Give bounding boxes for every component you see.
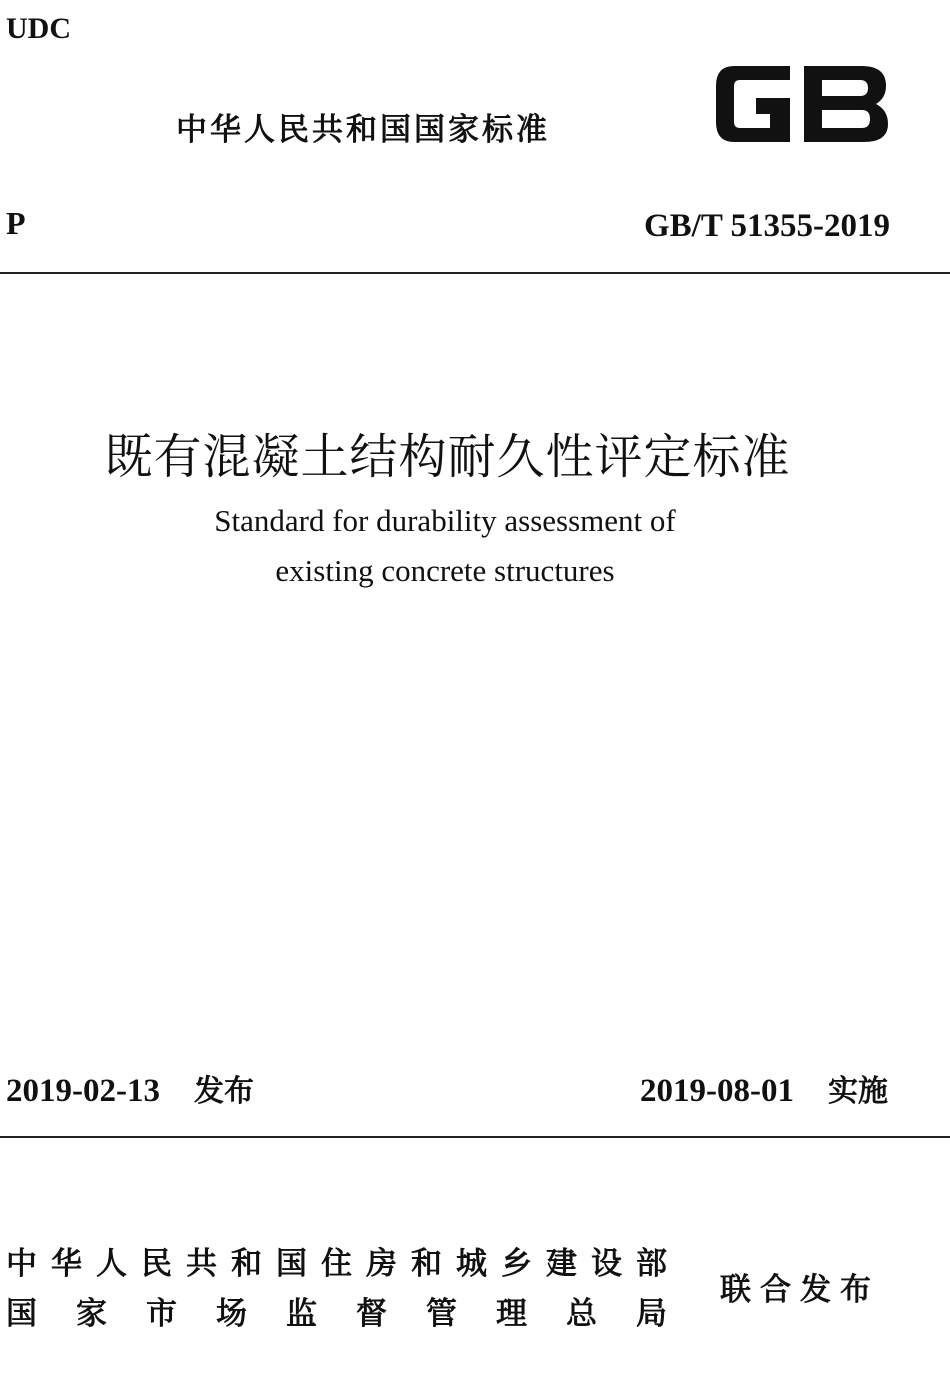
issuer-char: 管 <box>426 1296 457 1332</box>
issuer-market-regulation <box>6 1288 706 1333</box>
bottom-divider <box>0 1136 950 1138</box>
issuer-char: 国 <box>6 1296 37 1332</box>
issuer-char: 监 <box>286 1296 317 1332</box>
issue-date-block <box>6 1066 254 1110</box>
issuer-char: 督 <box>356 1296 387 1332</box>
issuer-char: 局 <box>636 1296 667 1332</box>
gb-logo-icon <box>712 56 892 148</box>
top-divider <box>0 272 950 274</box>
title-chinese: 既有混凝土结构耐久性评定标准 <box>104 429 791 485</box>
issuer-char: 家 <box>76 1296 107 1332</box>
issuer-char: 总 <box>566 1296 597 1332</box>
implement-date-block <box>640 1066 888 1110</box>
national-standard-heading: 中华人民共和国国家标准 <box>176 112 550 148</box>
issuer-char: 场 <box>216 1296 247 1332</box>
joint-release-label: 联合发布 <box>720 1272 880 1308</box>
classification-code: P <box>6 205 26 241</box>
issuer-char: 理 <box>496 1296 527 1332</box>
title-english-line2: existing concrete structures <box>275 553 615 588</box>
udc-label: UDC <box>6 12 71 45</box>
implement-label: 实施 <box>828 1074 888 1109</box>
implement-date: 2019-08-01 <box>640 1073 794 1109</box>
standard-number: GB/T 51355-2019 <box>643 208 890 244</box>
title-english-line1: Standard for durability assessment of <box>214 503 676 538</box>
issuer-char: 市 <box>146 1296 177 1332</box>
issue-label: 发布 <box>193 1074 254 1109</box>
issue-date: 2019-02-13 <box>6 1073 160 1109</box>
issuer-ministry: 中华人民共和国住房和城乡建设部 <box>6 1246 681 1282</box>
